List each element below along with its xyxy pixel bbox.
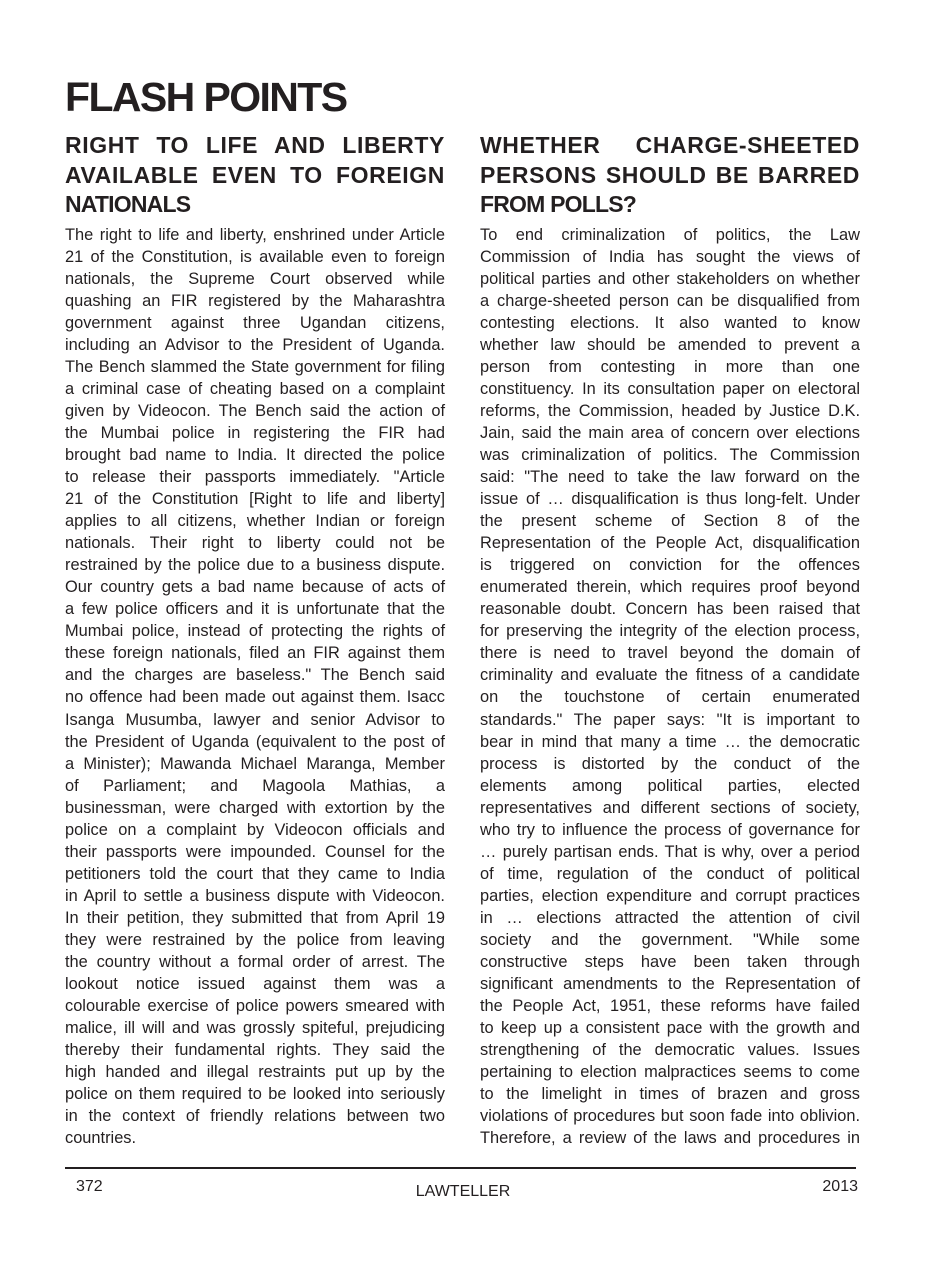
body-text-line: Isanga Musumba, lawyer and senior Advisor to bbox=[65, 710, 445, 729]
article-right-to-life bbox=[65, 131, 445, 1149]
body-text-line: person from contesting in more than one bbox=[480, 357, 860, 376]
body-text-line: a criminal case of cheating based on a complaint bbox=[65, 379, 445, 398]
body-text-line: in the context of friendly relations between two bbox=[65, 1107, 445, 1126]
body-text-line: representatives and different sections of society, bbox=[480, 798, 860, 817]
body-text-line: the President of Uganda (equivalent to the post of bbox=[65, 732, 445, 751]
body-text-line: in … elections attracted the attention of civil bbox=[480, 908, 860, 927]
body-text-line: In their petition, they submitted that from April 19 bbox=[65, 908, 445, 927]
body-text-line: Commission of India has sought the views of bbox=[480, 247, 860, 266]
body-text-line: the present scheme of Section 8 of the bbox=[480, 512, 860, 531]
body-text-line: significant amendments to the Representation of bbox=[480, 975, 860, 994]
heading-line: WHETHER CHARGE-SHEETED bbox=[480, 132, 860, 158]
body-text-line: for preserving the integrity of the election process, bbox=[480, 622, 860, 641]
body-text-line: there is need to travel beyond the domain of bbox=[480, 644, 860, 663]
body-text-line: to release their passports immediately. "Article bbox=[65, 468, 445, 487]
body-text-line: nationals. Their right to liberty could not be bbox=[65, 534, 445, 553]
page-number: 372 bbox=[76, 1178, 103, 1195]
publication-name: LAWTELLER bbox=[415, 1183, 511, 1200]
body-text-line: government against three Ugandan citizens, bbox=[65, 313, 445, 332]
publication-year: 2013 bbox=[822, 1178, 858, 1195]
body-text-line: whether law should be amended to prevent a bbox=[480, 335, 860, 354]
body-text-line: a few police officers and it is unfortunate that the bbox=[65, 600, 445, 619]
body-text-line: lookout notice issued against them was a bbox=[65, 975, 445, 994]
body-text-line: including an Advisor to the President of Uganda. bbox=[65, 335, 445, 354]
body-text-line: brought bad name to India. It directed the police bbox=[65, 445, 445, 464]
article-heading bbox=[65, 131, 445, 220]
body-text-line: who try to influence the process of governance for bbox=[480, 820, 860, 839]
body-text-line: said: "The need to take the law forward on the bbox=[480, 468, 860, 487]
body-text-line: the country without a formal order of arrest. The bbox=[65, 953, 445, 972]
body-text-line: The right to life and liberty, enshrined under Article bbox=[65, 225, 445, 244]
body-text-line: elements among political parties, elected bbox=[480, 776, 860, 795]
body-text-line: quashing an FIR registered by the Maharashtra bbox=[65, 291, 445, 310]
article-charge-sheeted-persons bbox=[480, 131, 860, 1149]
body-text-line: they were restrained by the police from leaving bbox=[65, 931, 445, 949]
body-text-line: pertaining to election malpractices seems to come bbox=[480, 1063, 860, 1082]
body-text-line: of Parliament; and Magoola Mathias, a bbox=[65, 776, 445, 795]
body-text-line: 21 of the Constitution, is available even to foreign bbox=[65, 247, 445, 266]
body-text-line: a Minister); Mawanda Michael Maranga, Member bbox=[65, 754, 445, 773]
body-text-line: political parties and other stakeholders on whether bbox=[480, 269, 860, 288]
body-text-line: is triggered on conviction for the offences bbox=[480, 556, 860, 575]
body-text-line: applies to all citizens, whether Indian or foreign bbox=[65, 512, 445, 531]
body-text-line: Mumbai police, instead of protecting the rights of bbox=[65, 622, 445, 641]
heading-line: NATIONALS bbox=[65, 191, 191, 217]
body-text-line: Representation of the People Act, disqualification bbox=[480, 534, 860, 553]
body-text-line: constructive steps have been taken through bbox=[480, 953, 860, 972]
body-text-line: police on a complaint by Videocon officials and bbox=[65, 820, 445, 839]
article-body bbox=[480, 224, 860, 1150]
body-text-line: to keep up a consistent pace with the growth and bbox=[480, 1019, 860, 1038]
body-text-line: petitioners told the court that they came to India bbox=[65, 864, 445, 883]
article-body bbox=[65, 224, 445, 1150]
body-text-line: of time, regulation of the conduct of political bbox=[480, 864, 860, 883]
heading-line: PERSONS SHOULD BE BARRED bbox=[480, 161, 860, 188]
body-text-line: criminality and evaluate the fitness of a candidate bbox=[480, 666, 860, 685]
body-text-line: society and the government. "While some bbox=[480, 931, 860, 949]
body-text-line: standards." The paper says: "It is important to bbox=[480, 710, 860, 729]
body-text-line: was criminalization of politics. The Commission bbox=[480, 445, 860, 464]
heading-line: RIGHT TO LIFE AND LIBERTY bbox=[65, 132, 445, 158]
body-text-line: strengthening of the democratic values. Issues bbox=[480, 1041, 860, 1060]
body-text-line: the People Act, 1951, these reforms have failed bbox=[480, 997, 860, 1016]
body-text-line: 21 of the Constitution [Right to life and liberty] bbox=[65, 490, 445, 509]
footer-divider bbox=[65, 1167, 856, 1169]
body-text-line: constituency. In its consultation paper on electoral bbox=[480, 379, 860, 398]
page-title: FLASH POINTS bbox=[65, 74, 347, 120]
heading-line: AVAILABLE EVEN TO FOREIGN bbox=[65, 161, 445, 188]
body-text-line: their passports were impounded. Counsel for the bbox=[65, 842, 445, 861]
body-text-line: Jain, said the main area of concern over elections bbox=[480, 423, 860, 442]
body-text-line: to the limelight in times of brazen and gross bbox=[480, 1085, 860, 1104]
body-text-line: reasonable doubt. Concern has been raised that bbox=[480, 600, 860, 619]
body-text-line: issue of … disqualification is thus long-felt. Under bbox=[480, 490, 860, 509]
body-text-line: restrained by the police due to a business dispute. bbox=[65, 556, 445, 575]
body-text-line: thereby their fundamental rights. They said the bbox=[65, 1041, 445, 1060]
body-text-line: Therefore, a review of the laws and procedures in bbox=[480, 1129, 860, 1148]
article-heading bbox=[480, 131, 860, 220]
heading-line: FROM POLLS? bbox=[480, 191, 637, 217]
body-text-line: businessman, were charged with extortion by the bbox=[65, 798, 445, 817]
body-text-line: and the charges are baseless." The Bench said bbox=[65, 666, 445, 685]
body-text-line: countries. bbox=[65, 1129, 137, 1148]
body-text-line: reforms, the Commission, headed by Justice D.K. bbox=[480, 401, 860, 420]
body-text-line: on the touchstone of certain enumerated bbox=[480, 688, 860, 707]
body-text-line: nationals, the Supreme Court observed while bbox=[65, 269, 445, 288]
body-text-line: bear in mind that many a time … the democratic bbox=[480, 732, 860, 751]
body-text-line: The Bench slammed the State government for filing bbox=[65, 357, 445, 376]
body-text-line: Our country gets a bad name because of acts of bbox=[65, 578, 445, 597]
body-text-line: process is distorted by the conduct of the bbox=[480, 754, 860, 773]
body-text-line: a charge-sheeted person can be disqualified from bbox=[480, 291, 860, 310]
body-text-line: contesting elections. It also wanted to know bbox=[480, 313, 860, 332]
body-text-line: violations of procedures but soon fade into oblivion. bbox=[480, 1107, 860, 1126]
body-text-line: no offence had been made out against them. Isacc bbox=[65, 688, 445, 707]
body-text-line: … purely partisan ends. That is why, over a period bbox=[480, 842, 860, 861]
body-text-line: given by Videocon. The Bench said the action of bbox=[65, 401, 445, 420]
body-text-line: in April to settle a business dispute with Videocon. bbox=[65, 886, 445, 905]
body-text-line: enumerated therein, which requires proof beyond bbox=[480, 578, 860, 597]
body-text-line: malice, ill will and was grossly spiteful, prejudicing bbox=[65, 1019, 445, 1038]
body-text-line: police on them required to be looked into seriously bbox=[65, 1085, 445, 1104]
body-text-line: the Mumbai police in registering the FIR had bbox=[65, 423, 445, 442]
body-text-line: parties, election expenditure and corrupt practices bbox=[480, 886, 860, 905]
body-text-line: To end criminalization of politics, the Law bbox=[480, 225, 860, 244]
body-text-line: high handed and illegal restraints put up by the bbox=[65, 1063, 445, 1082]
body-text-line: these foreign nationals, filed an FIR against them bbox=[65, 644, 445, 663]
body-text-line: colourable exercise of police powers smeared with bbox=[65, 997, 445, 1016]
